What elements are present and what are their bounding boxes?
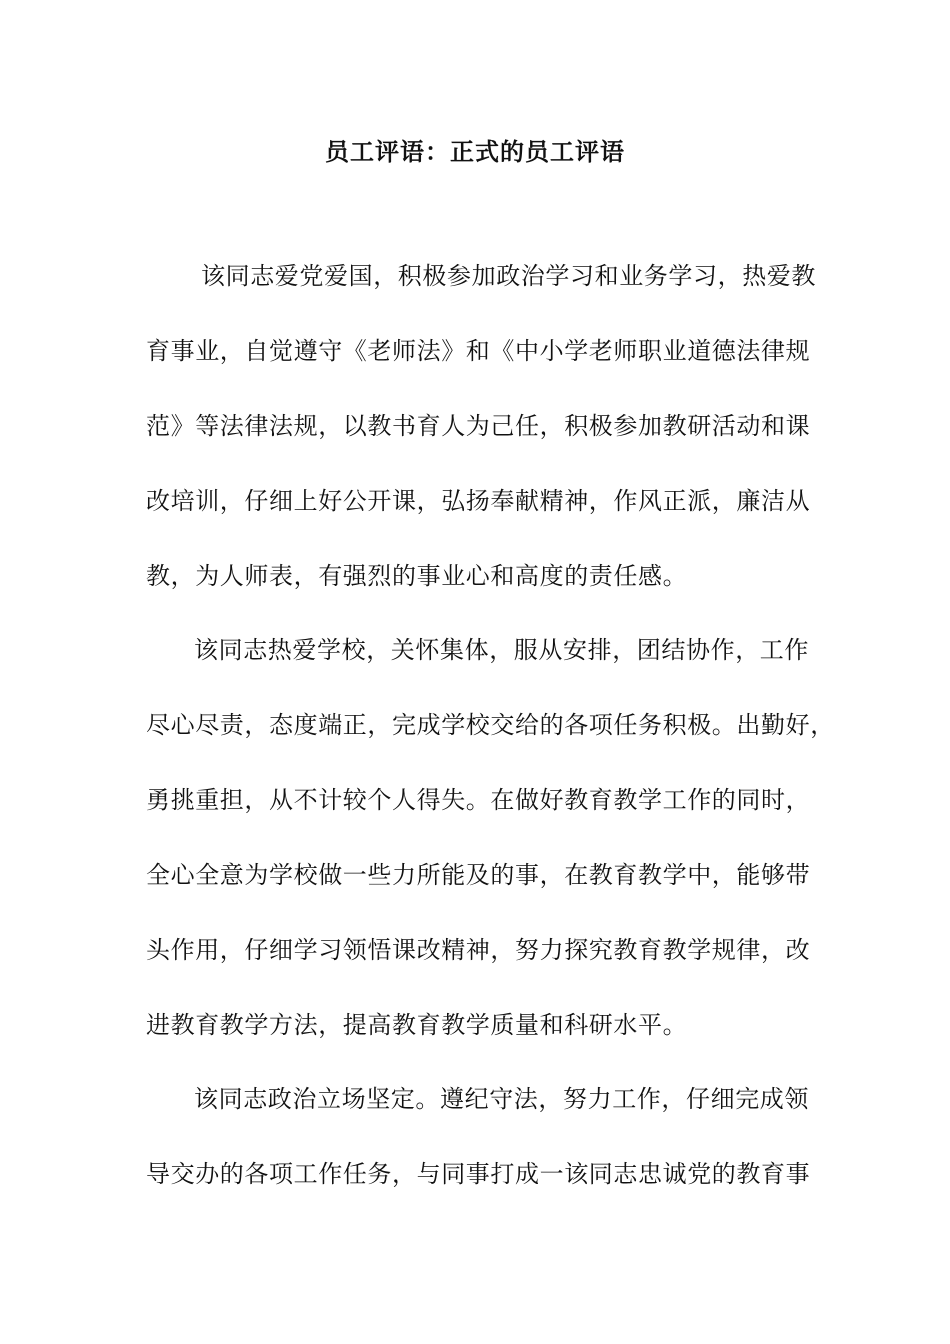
document-title: 员工评语：正式的员工评语 [325, 137, 625, 166]
paragraph-line: 该同志爱党爱国，积极参加政治学习和业务学习，热爱教 [201, 262, 816, 290]
paragraph-line: 尽心尽责，态度端正，完成学校交给的各项任务积极。出勤好， [146, 711, 835, 739]
paragraph-line: 该同志政治立场坚定。遵纪守法，努力工作，仔细完成领 [194, 1085, 809, 1113]
paragraph-line: 头作用，仔细学习领悟课改精神，努力探究教育教学规律，改 [146, 936, 811, 964]
paragraph-line: 育事业，自觉遵守《老师法》和《中小学老师职业道德法律规 [146, 337, 811, 365]
paragraph-line: 教，为人师表，有强烈的事业心和高度的责任感。 [146, 562, 688, 590]
paragraph-line: 改培训，仔细上好公开课，弘扬奉献精神，作风正派，廉洁从 [146, 487, 811, 515]
paragraph-line: 全心全意为学校做一些力所能及的事，在教育教学中，能够带 [146, 861, 811, 889]
paragraph-line: 导交办的各项工作任务，与同事打成一该同志忠诚党的教育事 [146, 1160, 811, 1188]
paragraph-line: 范》等法律法规，以教书育人为己任，积极参加教研活动和课 [146, 412, 811, 440]
paragraph-line: 进教育教学方法，提高教育教学质量和科研水平。 [146, 1011, 688, 1039]
paragraph-line: 勇挑重担，从不计较个人得失。在做好教育教学工作的同时， [146, 786, 811, 814]
paragraph-line: 该同志热爱学校，关怀集体，服从安排，团结协作，工作 [194, 636, 809, 664]
